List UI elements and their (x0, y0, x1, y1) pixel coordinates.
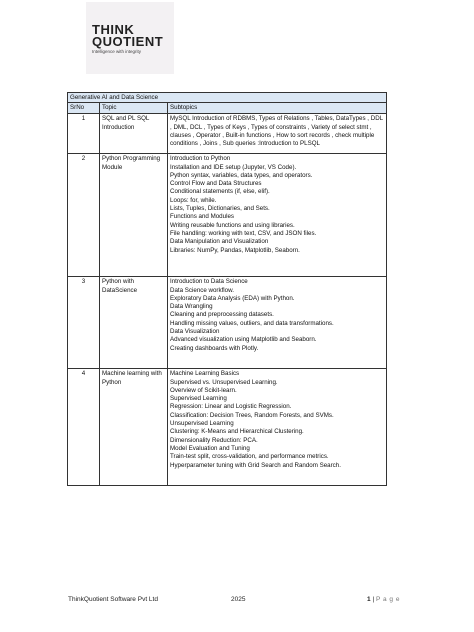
logo-line2: QUOTIENT (92, 34, 164, 49)
subtopic-line: Data Visualization (170, 328, 220, 336)
row-subtopics (168, 154, 387, 277)
footer-page-indicator (367, 596, 400, 603)
row-srno: 1 (68, 114, 100, 154)
subtopic-line: Installation and IDE setup (Jupyter, VS Code). (170, 163, 297, 171)
footer-year: 2025 (231, 596, 246, 603)
subtopic-line: Machine Learning Basics (170, 370, 240, 378)
row-topic: SQL and PL SQL Introduction (100, 114, 168, 154)
subtopic-line: Introduction to Data Science (170, 278, 248, 286)
subtopic-line: Classification: Decision Trees, Random Forests, and SVMs. (170, 411, 334, 419)
company-logo (86, 2, 174, 74)
subtopic-line: Python syntax, variables, data types, and operators. (170, 171, 313, 179)
subtopic-line: Advanced visualization using Matplotlib and Seaborn. (170, 336, 317, 344)
subtopic-text: MySQL Introduction of RDBMS, Types of Relations , Tables, DataTypes , DDL , DML, DCL , Types of Keys , Types of constraints , Variety of select stmt , clauses , Operator , Built-in functions , How to sort records , check multiple conditions , Joins , Sub queries :Introduction to PLSQL (170, 115, 383, 148)
subtopic-line: Writing reusable functions and using libraries. (170, 221, 295, 229)
table-row (68, 369, 387, 486)
subtopic-line: Libraries: NumPy, Pandas, Matplotlib, Seaborn. (170, 246, 300, 254)
row-subtopics (168, 369, 387, 486)
header-subtopics: Subtopics (168, 103, 387, 114)
subtopic-line: Loops: for, while. (170, 196, 217, 204)
row-topic: Machine learning with Python (100, 369, 168, 486)
subtopic-line: Data Science workflow. (170, 286, 234, 294)
subtopic-line: Train-test split, cross-validation, and performance metrics. (170, 453, 329, 461)
subtopic-line: Hyperparameter tuning with Grid Search and Random Search. (170, 461, 341, 469)
row-subtopics (168, 277, 387, 369)
row-topic: Python with DataScience (100, 277, 168, 369)
page-label: P a g e (375, 596, 400, 603)
subtopic-line: Data Wrangling (170, 303, 213, 311)
logo-tagline: Intelligence with integrity (92, 49, 142, 54)
table-row (68, 154, 387, 277)
subtopic-line: Regression: Linear and Logistic Regression. (170, 403, 292, 411)
logo-line1: THINK (92, 22, 135, 37)
row-srno: 2 (68, 154, 100, 277)
page-separator: | (372, 596, 375, 603)
row-srno: 4 (68, 369, 100, 486)
row-subtopics (168, 114, 387, 154)
subtopic-line: Unsupervised Learning (170, 420, 234, 428)
header-topic: Topic (100, 103, 168, 114)
subtopic-line: Supervised Learning (170, 395, 227, 403)
subtopic-line: Clustering: K-Means and Hierarchical Clustering. (170, 428, 304, 436)
table-header-row (68, 103, 387, 114)
subtopic-line: Data Manipulation and Visualization (170, 238, 269, 246)
subtopic-line: Functions and Modules (170, 213, 234, 221)
table-row (68, 277, 387, 369)
table-title: Generative AI and Data Science (68, 93, 387, 103)
row-srno: 3 (68, 277, 100, 369)
subtopic-line: Conditional statements (if, else, elif). (170, 188, 270, 196)
subtopic-line: Lists, Tuples, Dictionaries, and Sets. (170, 205, 270, 213)
table-row (68, 114, 387, 154)
subtopic-line: Handling missing values, outliers, and data transformations. (170, 319, 334, 327)
row-topic: Python Programming Module (100, 154, 168, 277)
curriculum-table (67, 92, 387, 486)
table-title-row (68, 93, 387, 103)
subtopic-line: Supervised vs. Unsupervised Learning. (170, 378, 278, 386)
subtopic-line: Introduction to Python (170, 155, 231, 163)
footer-company: ThinkQuotient Software Pvt Ltd (68, 596, 158, 603)
subtopic-line: Dimensionality Reduction: PCA. (170, 436, 258, 444)
subtopic-line: File handling: working with text, CSV, and JSON files. (170, 229, 317, 237)
subtopic-line: Model Evaluation and Tuning (170, 444, 250, 452)
subtopic-line: Overview of Scikit-learn. (170, 386, 237, 394)
page-number: 1 (367, 596, 371, 603)
subtopic-line: Exploratory Data Analysis (EDA) with Python. (170, 294, 295, 302)
subtopic-line: Control Flow and Data Structures (170, 180, 262, 188)
subtopic-line: Creating dashboards with Plotly. (170, 344, 259, 352)
header-srno: SrNo (68, 103, 100, 114)
subtopic-line: Cleaning and preprocessing datasets. (170, 311, 274, 319)
